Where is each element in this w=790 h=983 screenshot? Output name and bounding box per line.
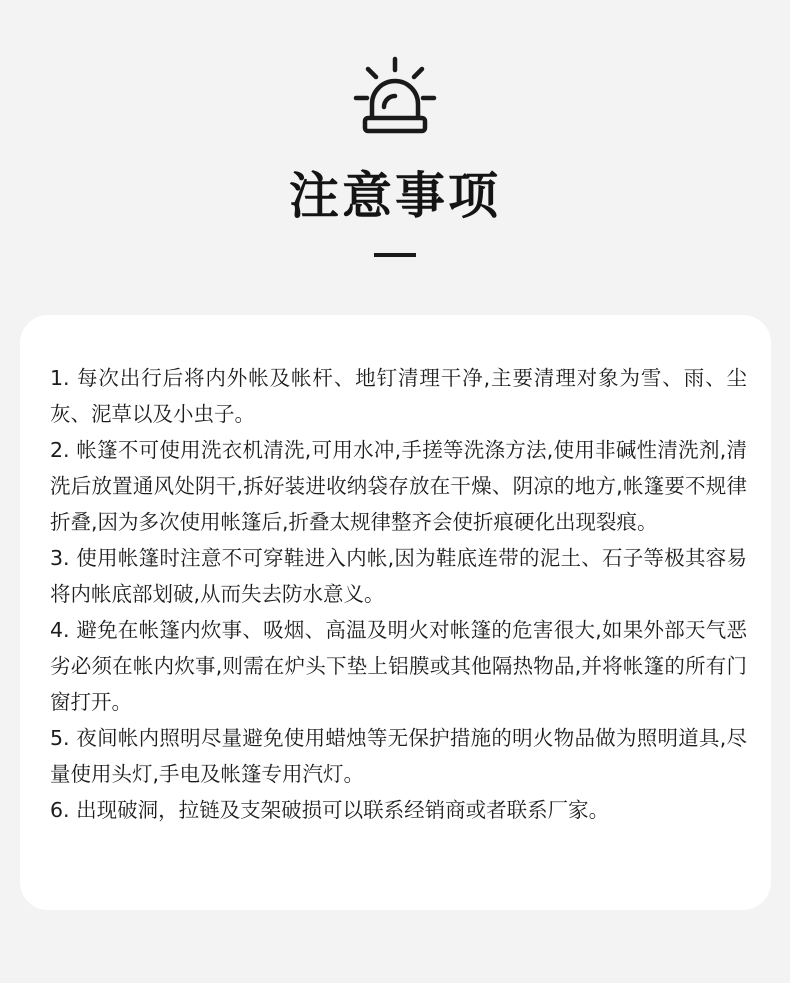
alarm-light-icon [352,56,438,138]
note-item-1: 1. 每次出行后将内外帐及帐杆、地钉清理干净,主要清理对象为雪、雨、尘灰、泥草以及小虫子。 [50,366,747,426]
note-item-4: 4. 避免在帐篷内炊事、吸烟、高温及明火对帐篷的危害很大,如果外部天气恶劣必须在帐内炊事,则需在炉头下垫上铝膜或其他隔热物品,并将帐篷的所有门窗打开。 [50,618,747,714]
title-divider [374,253,416,257]
notes-list [50,360,747,828]
note-item-3: 3. 使用帐篷时注意不可穿鞋进入内帐,因为鞋底连带的泥土、石子等极其容易将内帐底部划破,从而失去防水意义。 [50,546,747,606]
note-item-5: 5. 夜间帐内照明尽量避免使用蜡烛等无保护措施的明火物品做为照明道具,尽量使用头灯,手电及帐篷专用汽灯。 [50,726,747,786]
notes-card [20,315,771,910]
note-item-2: 2. 帐篷不可使用洗衣机清洗,可用水冲,手搓等洗涤方法,使用非碱性清洗剂,清洗后放置通风处阴干,拆好装进收纳袋存放在干燥、阴凉的地方,帐篷要不规律折叠,因为多次使用帐篷后,折叠太规律整齐会使折痕硬化出现裂痕。 [50,438,747,534]
page-title: 注意事项 [289,167,501,225]
note-item-6: 6. 出现破洞，拉链及支架破损可以联系经销商或者联系厂家。 [50,798,610,822]
